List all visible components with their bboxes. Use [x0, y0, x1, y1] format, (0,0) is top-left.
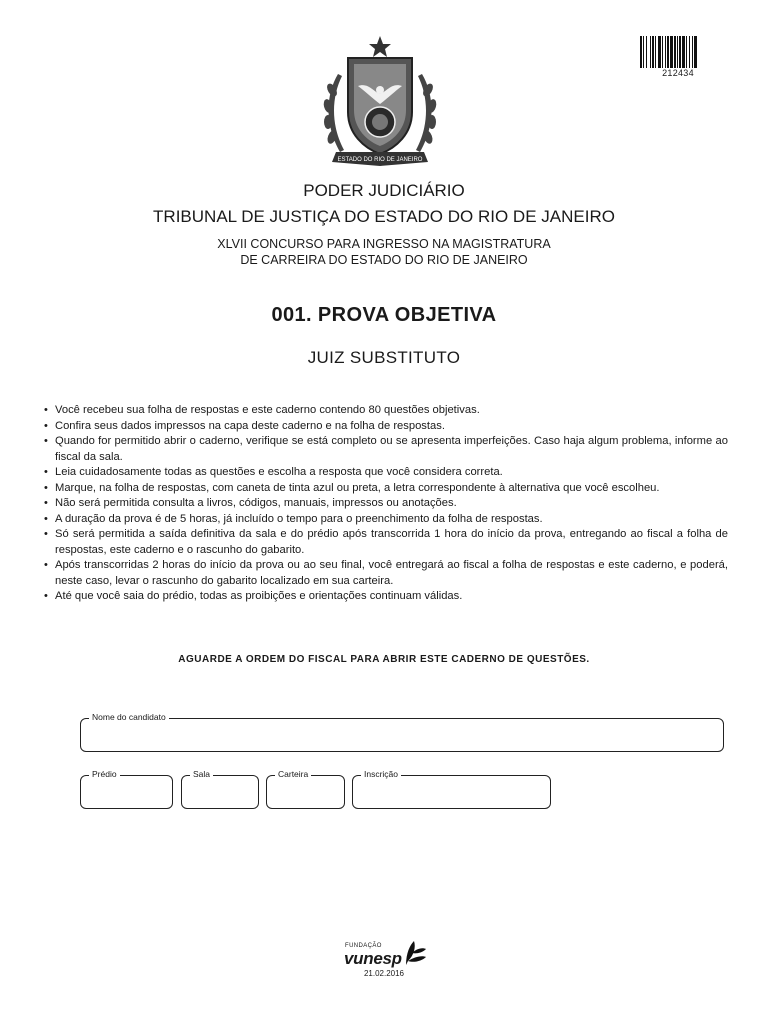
- candidate-name-field[interactable]: [80, 712, 724, 752]
- barcode-bar: [665, 36, 666, 68]
- instruction-item: • Não será permitida consulta a livros, códigos, manuais, impressos ou anotações.: [44, 496, 728, 512]
- desk-label: Carteira: [275, 768, 311, 780]
- barcode-bar: [689, 36, 690, 68]
- instruction-item: • Você recebeu sua folha de respostas e este caderno contendo 80 questões objetivas.: [44, 403, 728, 419]
- vunesp-leaf-icon: [400, 939, 428, 967]
- exam-title: 001. PROVA OBJETIVA: [271, 304, 497, 326]
- coat-of-arms-emblem: [318, 34, 442, 172]
- instruction-item: • Leia cuidadosamente todas as questões e escolha a resposta que você considera correta.: [44, 465, 728, 481]
- registration-field[interactable]: [352, 769, 551, 809]
- logo-vunesp-text: vunesp: [344, 949, 402, 968]
- barcode-bar: [652, 36, 654, 68]
- footer-date: 21.02.2016: [363, 969, 405, 978]
- barcode-bar: [650, 36, 651, 68]
- barcode-bar: [667, 36, 669, 68]
- header-court-power: PODER JUDICIÁRIO: [303, 181, 465, 200]
- instruction-item: • Confira seus dados impressos na capa deste caderno e na folha de respostas.: [44, 419, 728, 435]
- coat-of-arms-motto: ESTADO DO RIO DE JANEIRO: [337, 157, 423, 163]
- instruction-item: • Só será permitida a saída definitiva da sala e do prédio após transcorrida 1 hora do início da prova, entregando ao fiscal a folha de respostas, este caderno e o rascunho do gabarito.: [44, 527, 728, 558]
- building-field[interactable]: [80, 769, 173, 809]
- barcode-bar: [679, 36, 681, 68]
- instruction-item: • Quando for permitido abrir o caderno, verifique se está completo ou se apresenta imperfeições. Caso haja algum problema, informe ao fiscal da sala.: [44, 434, 728, 465]
- instruction-item: • Até que você saia do prédio, todas as proibições e orientações continuam válidas.: [44, 589, 728, 605]
- registration-label: Inscrição: [361, 768, 401, 780]
- barcode-bar: [686, 36, 687, 68]
- barcode-bar: [694, 36, 697, 68]
- room-field[interactable]: [181, 769, 259, 809]
- header-contest-line2: DE CARREIRA DO ESTADO DO RIO DE JANEIRO: [240, 253, 528, 267]
- barcode-number: 212434: [662, 68, 694, 78]
- barcode-bar: [670, 36, 673, 68]
- barcode: [640, 36, 716, 68]
- desk-field[interactable]: [266, 769, 345, 809]
- instructions-list: [44, 403, 728, 605]
- room-label: Sala: [190, 768, 213, 780]
- wait-notice: AGUARDE A ORDEM DO FISCAL PARA ABRIR ESTE CADERNO DE QUESTÕES.: [178, 654, 590, 665]
- barcode-bar: [692, 36, 693, 68]
- barcode-bar: [655, 36, 656, 68]
- building-label: Prédio: [89, 768, 120, 780]
- logo-foundation-text: FUNDAÇÃO: [345, 943, 382, 949]
- instruction-item: • Marque, na folha de respostas, com caneta de tinta azul ou preta, a letra correspondente à alternativa que você escolheu.: [44, 481, 728, 497]
- barcode-bar: [646, 36, 647, 68]
- instruction-item: • A duração da prova é de 5 horas, já incluído o tempo para o preenchimento da folha de respostas.: [44, 512, 728, 528]
- barcode-bar: [662, 36, 663, 68]
- barcode-bar: [640, 36, 642, 68]
- exam-role: JUIZ SUBSTITUTO: [307, 348, 461, 367]
- header-court-name: TRIBUNAL DE JUSTIÇA DO ESTADO DO RIO DE JANEIRO: [153, 207, 615, 226]
- candidate-name-label: Nome do candidato: [89, 711, 169, 723]
- barcode-bar: [677, 36, 678, 68]
- barcode-bar: [682, 36, 685, 68]
- instruction-item: • Após transcorridas 2 horas do início da prova ou ao seu final, você entregará ao fiscal a folha de respostas e este caderno, e poderá, neste caso, levar o rascunho do gabarito localizado em sua carteira.: [44, 558, 728, 589]
- barcode-bar: [674, 36, 676, 68]
- barcode-bar: [643, 36, 644, 68]
- barcode-bar: [658, 36, 661, 68]
- header-contest-line1: XLVII CONCURSO PARA INGRESSO NA MAGISTRATURA: [217, 237, 551, 251]
